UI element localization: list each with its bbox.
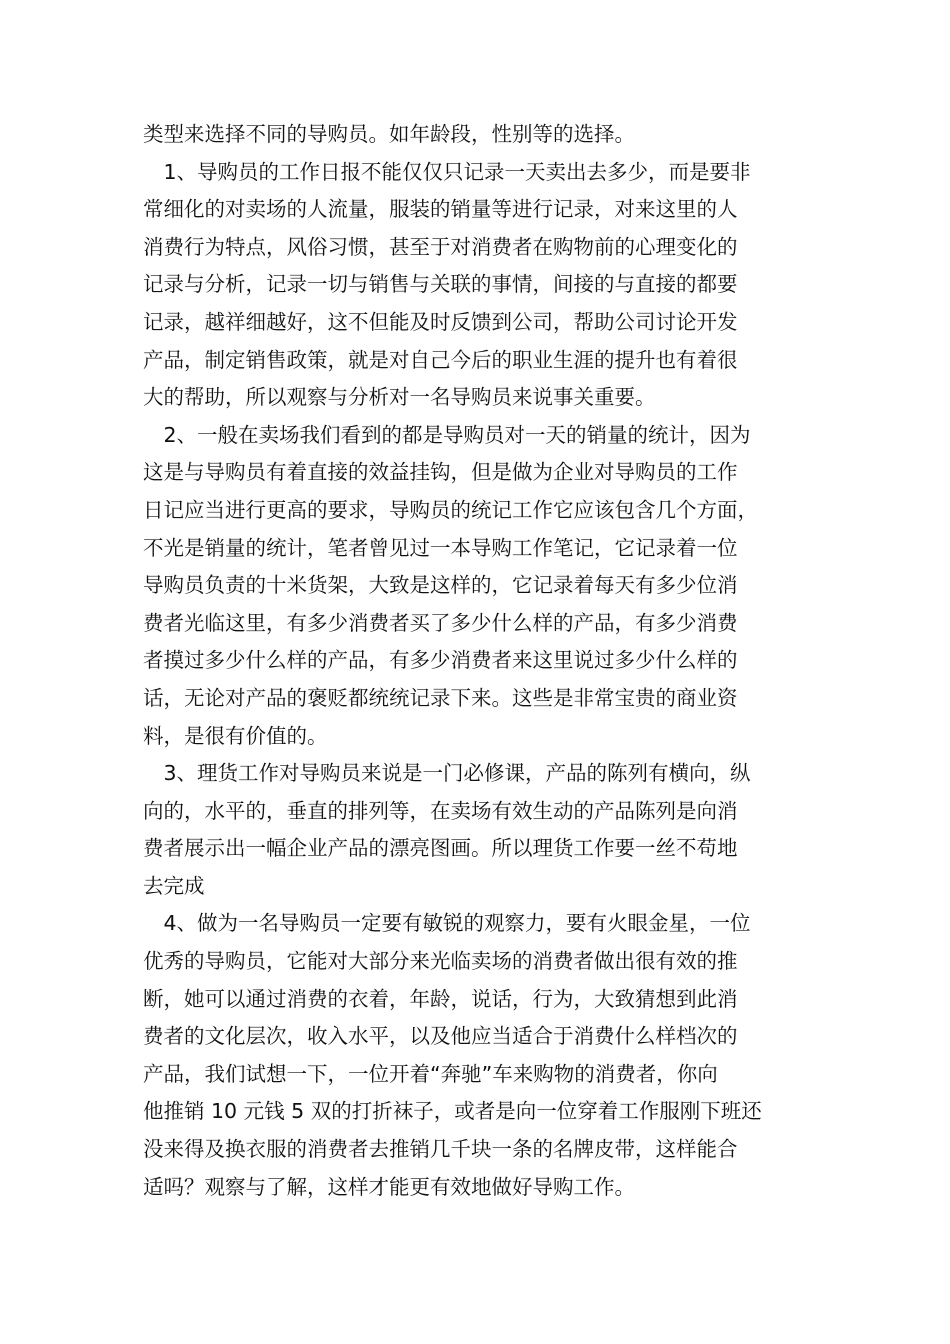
text-line: 费者展示出一幅企业产品的漂亮图画。所以理货工作要一丝不苟地 (143, 836, 738, 861)
text-line: 不光是销量的统计，笔者曾见过一本导购工作笔记，它记录着一位 (143, 535, 738, 560)
text-line: 去完成 (143, 873, 205, 898)
text-line: 费者光临这里，有多少消费者买了多少什么样的产品，有多少消费 (143, 610, 738, 635)
paragraph-point-4 (143, 905, 823, 1206)
text-line: 2、一般在卖场我们看到的都是导购员对一天的销量的统计，因为 (143, 422, 751, 447)
paragraph-intro-continuation (143, 116, 823, 154)
text-line: 常细化的对卖场的人流量，服装的销量等进行记录，对来这里的人 (143, 197, 738, 222)
text-line: 者摸过多少什么样的产品，有多少消费者来这里说过多少什么样的 (143, 648, 738, 673)
text-line: 日记应当进行更高的要求，导购员的统记工作它应该包含几个方面， (143, 497, 758, 522)
paragraph-point-2 (143, 417, 823, 755)
text-line: 类型来选择不同的导购员。如年龄段，性别等的选择。 (143, 122, 635, 146)
text-line: 向的，水平的，垂直的排列等，在卖场有效生动的产品陈列是向消 (143, 798, 738, 823)
text-line: 优秀的导购员，它能对大部分来光临卖场的消费者做出很有效的推 (143, 949, 738, 974)
text-line: 这是与导购员有着直接的效益挂钩，但是做为企业对导购员的工作 (143, 460, 738, 485)
text-line: 他推销 10 元钱 5 双的打折袜子，或者是向一位穿着工作服刚下班还 (143, 1099, 762, 1124)
text-line: 料，是很有价值的。 (143, 723, 328, 748)
text-line: 消费行为特点，风俗习惯，甚至于对消费者在购物前的心理变化的 (143, 234, 738, 259)
text-line: 断，她可以通过消费的衣着，年龄，说话，行为，大致猜想到此消 (143, 986, 738, 1011)
paragraph-point-3 (143, 755, 823, 905)
text-line: 记录，越祥细越好，这不但能及时反馈到公司，帮助公司讨论开发 (143, 309, 738, 334)
text-line: 适吗？观察与了解，这样才能更有效地做好导购工作。 (143, 1174, 635, 1199)
text-line: 话，无论对产品的褒贬都统统记录下来。这些是非常宝贵的商业资 (143, 685, 738, 710)
text-line: 3、理货工作对导购员来说是一门必修课，产品的陈列有横向，纵 (143, 761, 751, 786)
text-line: 导购员负责的十米货架，大致是这样的，它记录着每天有多少位消 (143, 573, 738, 598)
paragraph-point-1 (143, 154, 823, 417)
text-line: 没来得及换衣服的消费者去推销几千块一条的名牌皮带，这样能合 (143, 1137, 738, 1162)
text-line: 费者的文化层次，收入水平，以及他应当适合于消费什么样档次的 (143, 1024, 738, 1049)
text-line: 记录与分析，记录一切与销售与关联的事情，间接的与直接的都要 (143, 272, 738, 297)
text-line: 产品，我们试想一下，一位开着“奔驰”车来购物的消费者，你向 (143, 1061, 718, 1086)
text-line: 产品，制定销售政策，就是对自己今后的职业生涯的提升也有着很 (143, 347, 738, 372)
text-line: 大的帮助，所以观察与分析对一名导购员来说事关重要。 (143, 385, 656, 410)
document-body (143, 116, 823, 1206)
text-line: 1、导购员的工作日报不能仅仅只记录一天卖出去多少，而是要非 (143, 159, 751, 184)
text-line: 4、做为一名导购员一定要有敏锐的观察力，要有火眼金星，一位 (143, 911, 751, 936)
